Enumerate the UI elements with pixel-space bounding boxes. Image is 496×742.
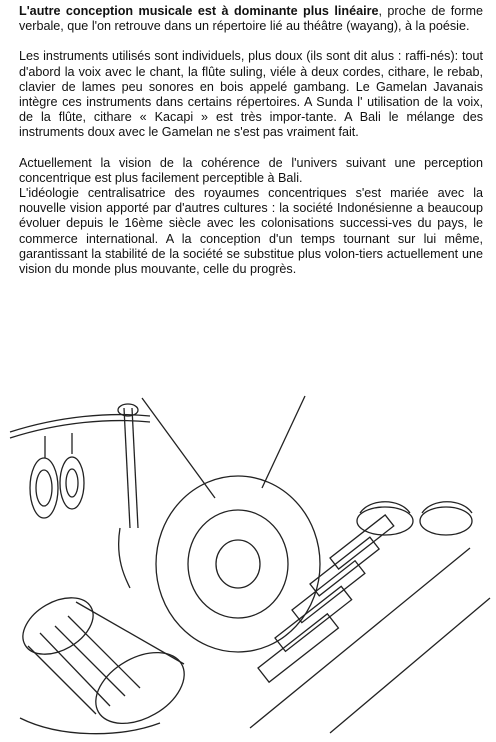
gamelan-instruments-illustration <box>0 388 496 742</box>
gong-rack-drawing <box>10 404 150 588</box>
paragraph-3: Actuellement la vision de la cohérence de l'univers suivant une perception concentrique est plus facilement perceptible à Bali. <box>19 155 483 185</box>
metallophone-drawing <box>250 502 490 733</box>
document-body <box>19 4 483 277</box>
paragraph-1-rest: , proche de forme verbale, que l'on retrouve dans un répertoire lié au théâtre (wayang), à la poésie. <box>19 4 483 34</box>
paragraph-2: Les instruments utilisés sont individuels, plus doux (ils sont dit alus : raffi-nés): tout d'abord la voix avec le chant, la flûte suling, viéle à deux cordes, cithare, le rebab, clavier de lames peu sonores en bois appelé gambang. Le Gamelan Javanais intègre ces instruments dans certains répertoires. A Sunda l' utilisation de la voix, de la flûte, cithare « Kacapi » est très impor-tante. A Bali le mélange des instruments doux avec le Gamelan ne s'est pas vraiment fait. <box>19 49 483 140</box>
mallet-left <box>142 398 215 498</box>
mallet-right <box>262 396 305 488</box>
paragraph-4: L'idéologie centralisatrice des royaumes concentriques s'est mariée avec la nouvelle vision apporté par d'autres cultures : la société Indonésienne a beaucoup évoluer depuis le 16ème siècle avec les colonisations successi-ves du pays, le commerce international. A la conception d'un temps tournant sur lui même, garantissant la stabilité de la société se substitue plus volon-tiers actuellement une vision du monde plus mouvante, celle du progrès. <box>19 186 483 277</box>
paragraph-1 <box>19 4 483 34</box>
large-gong-drawing <box>156 476 320 652</box>
drum-kendang-drawing <box>13 586 196 738</box>
paragraph-1-lead: L'autre conception musicale est à dominante plus linéaire <box>19 4 379 18</box>
